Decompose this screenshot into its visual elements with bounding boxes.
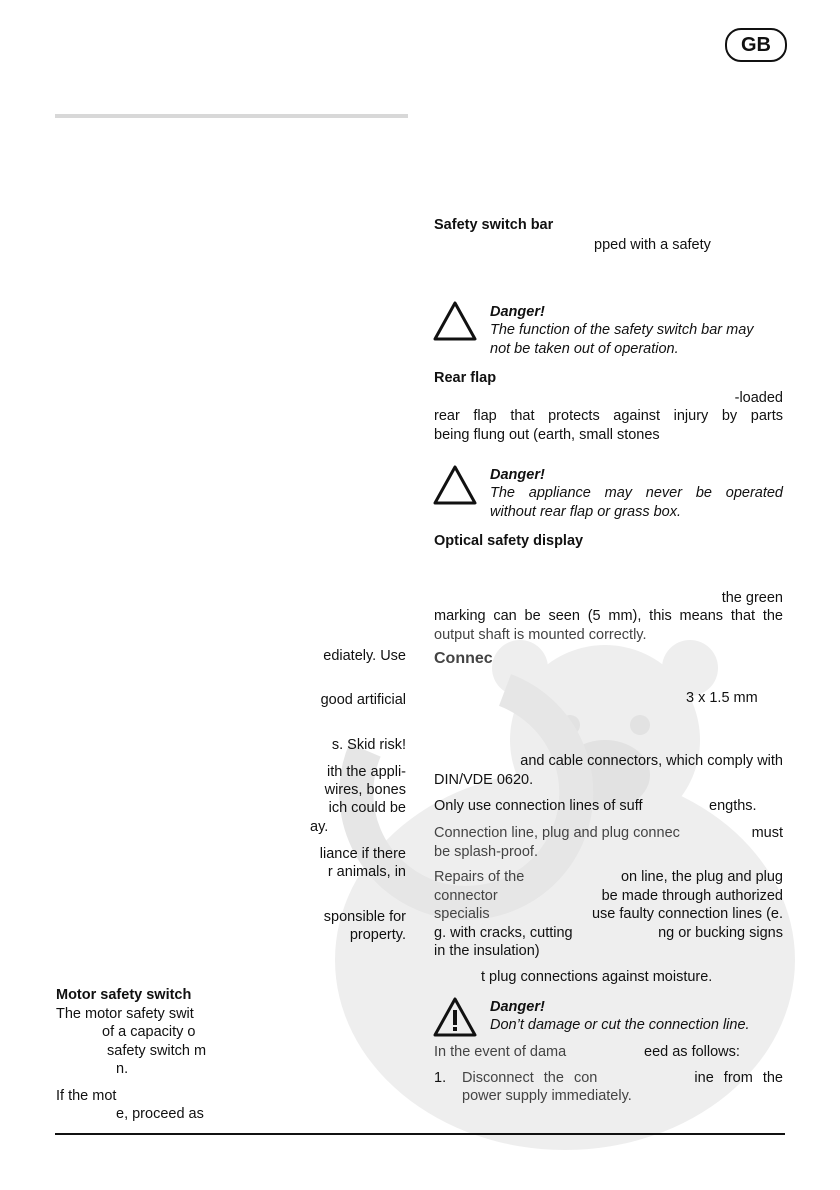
cable-line-1: and cable connectors, which comply with xyxy=(520,753,783,769)
danger-2-title: Danger! xyxy=(490,467,545,483)
rear-flap-line-1: -loaded xyxy=(734,390,783,406)
warning-triangle-icon xyxy=(432,300,478,342)
motor-line-3: safety switch m xyxy=(107,1043,207,1059)
left-fragment-5b: r animals, in xyxy=(327,864,406,880)
optical-line-3: output shaft is mounted correctly. xyxy=(434,627,647,643)
warning-triangle-icon xyxy=(432,464,478,506)
rear-flap-line-3: being flung out (earth, small stones xyxy=(434,427,660,443)
danger-3-title: Danger! xyxy=(490,999,545,1015)
only-use-line-b: engths. xyxy=(709,798,757,814)
repairs-1a: Repairs of the xyxy=(434,869,525,885)
left-fragment-4a: ith the appli- xyxy=(327,764,406,780)
danger-3-text: Don’t damage or cut the connection line. xyxy=(490,1017,750,1033)
motor-safety-heading: Motor safety switch xyxy=(56,987,192,1003)
connection-heading: Connec xyxy=(434,650,493,667)
optical-display-heading: Optical safety display xyxy=(434,533,584,549)
repairs-4b: ng or bucking signs xyxy=(658,925,783,941)
cable-size: 3 x 1.5 mm xyxy=(686,690,758,706)
danger-2-line-2: without rear flap or grass box. xyxy=(490,504,682,520)
safety-switch-heading: Safety switch bar xyxy=(434,217,554,233)
safety-switch-text: pped with a safety xyxy=(594,237,711,253)
left-fragment-5a: liance if there xyxy=(319,846,406,862)
warning-exclamation-icon xyxy=(432,996,478,1038)
splash-line-a: Connection line, plug and plug connec xyxy=(434,825,680,841)
danger-1-line-2: not be taken out of operation. xyxy=(490,341,679,357)
left-fragment-6b: property. xyxy=(349,927,406,943)
danger-1-line-1: The function of the safety switch bar may xyxy=(490,322,754,338)
repairs-2b: be made through authorized xyxy=(601,888,783,904)
top-divider xyxy=(55,114,408,118)
optical-line-2: marking can be seen (5 mm), this means that the xyxy=(434,608,783,624)
danger-1-title: Danger! xyxy=(490,304,545,320)
danger-2-line-1: The appliance may never be operated xyxy=(490,485,783,501)
left-fragment-4d: ay. xyxy=(310,819,329,835)
language-badge: GB xyxy=(725,28,787,62)
repairs-3b: use faulty connection lines (e. xyxy=(591,906,783,922)
bottom-divider xyxy=(55,1133,785,1135)
splash-line-b: must xyxy=(751,825,783,841)
motor-line-4: n. xyxy=(116,1061,129,1077)
step-line-1a: Disconnect the con xyxy=(462,1070,598,1086)
event-line-b: eed as follows: xyxy=(644,1044,740,1060)
optical-line-1: the green xyxy=(721,590,783,606)
repairs-3a: specialis xyxy=(434,906,490,922)
event-line-a: In the event of dama xyxy=(434,1044,567,1060)
rear-flap-line-2: rear flap that protects against injury by parts xyxy=(434,408,783,424)
repairs-2a: connector xyxy=(434,888,498,904)
rear-flap-heading: Rear flap xyxy=(434,370,497,386)
protect-line: t plug connections against moisture. xyxy=(481,969,713,985)
motor-if-line-2: e, proceed as xyxy=(116,1106,204,1122)
left-fragment-3: s. Skid risk! xyxy=(331,737,406,753)
left-fragment-1: ediately. Use xyxy=(323,648,406,664)
splash-line-c: be splash-proof. xyxy=(434,844,538,860)
only-use-line-a: Only use connection lines of suff xyxy=(434,798,643,814)
step-line-2: power supply immediately. xyxy=(462,1088,632,1104)
repairs-5: in the insulation) xyxy=(434,943,540,959)
repairs-1b: on line, the plug and plug xyxy=(620,869,783,885)
left-fragment-4b: wires, bones xyxy=(324,782,406,798)
motor-if-line-1: If the mot xyxy=(56,1088,117,1104)
repairs-4a: g. with cracks, cutting xyxy=(434,925,573,941)
left-fragment-2: good artificial xyxy=(320,692,406,708)
left-fragment-6a: sponsible for xyxy=(323,909,406,925)
step-number: 1. xyxy=(434,1070,447,1086)
motor-line-1: The motor safety swit xyxy=(56,1006,194,1022)
left-fragment-4c: ich could be xyxy=(328,800,406,816)
cable-line-2: DIN/VDE 0620. xyxy=(434,772,534,788)
step-line-1b: ine from the xyxy=(694,1070,783,1086)
motor-line-2: of a capacity o xyxy=(102,1024,196,1040)
